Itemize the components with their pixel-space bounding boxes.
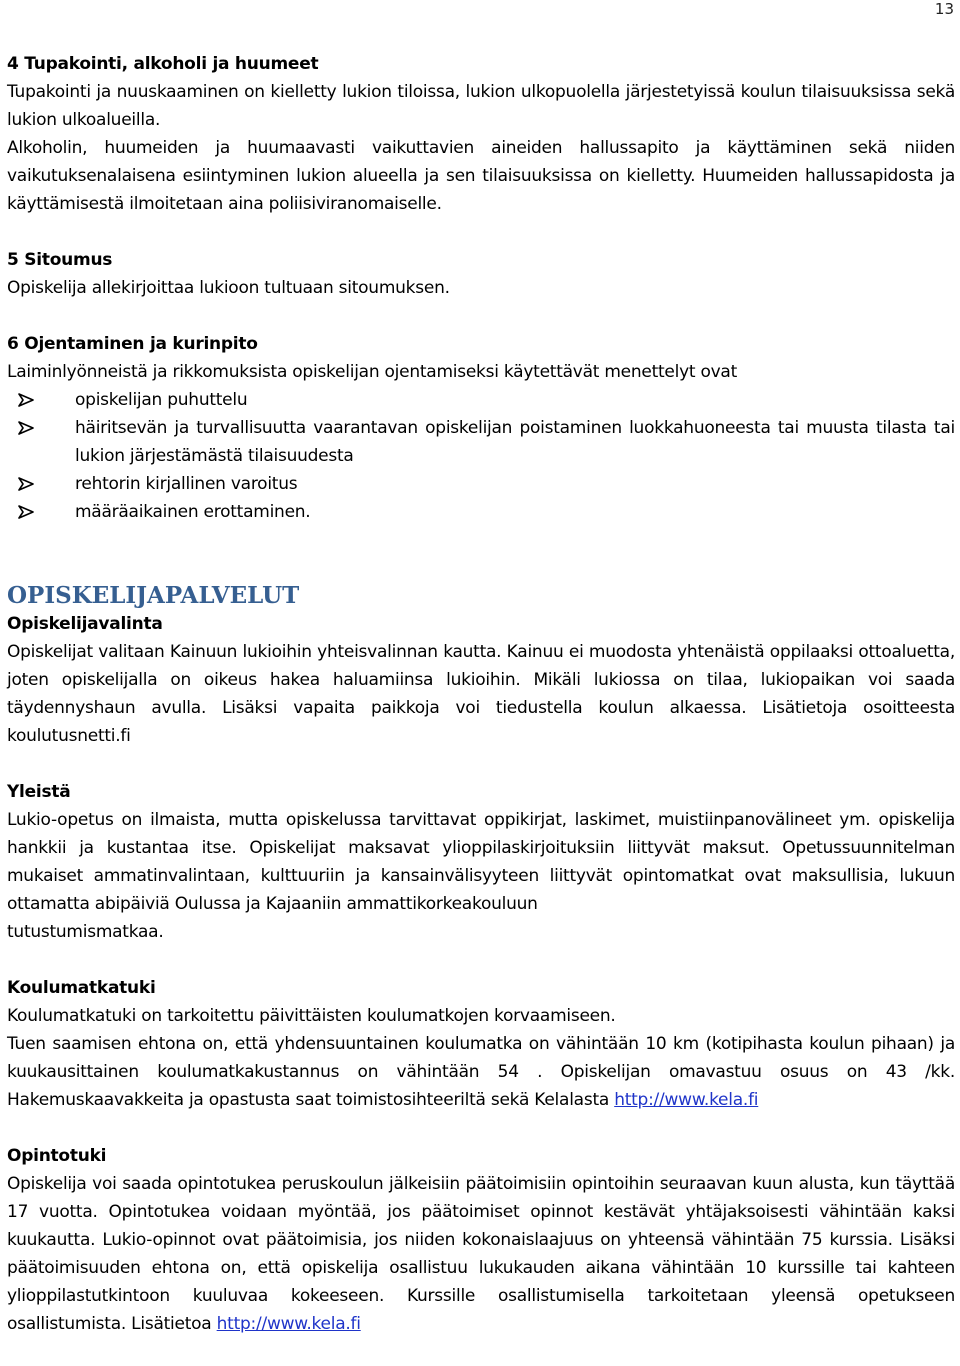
paragraph-text: Opiskelija voi saada opintotukea peruskoulun jälkeisiin päätoimisiin opintoihin seuraavan kuun alusta, kun täyttää 17 vuotta. Opintotukea voidaan myöntää, jos päätoimiset opinnot kestävät yhtäjaksoisesti vähintään kaksi kuukautta. Lukio-opinnot ovat päätoimisia, jos niiden kokonaislaajuus on yhteensä vähintään 75 kurssia. Lisäksi päätoimisuuden ehtona on, että opiskelija osallistuu lukukauden aikana vähintään 10 kurssille tai kahteen ylioppilastutkintoon kuuluvaa kokeeseen. Kurssille osallistumisella tarkoitetaan yleensä opetukseen osallistumista. Lisätietoa: [7, 1174, 955, 1334]
paragraph: [7, 1170, 955, 1338]
section-heading: 5 Sitoumus: [7, 250, 113, 270]
kela-link[interactable]: http://www.kela.fi: [614, 1090, 759, 1110]
list-item-text: opiskelijan puhuttelu: [75, 390, 248, 410]
paragraph: Opiskelijat valitaan Kainuun lukioihin yhteisvalinnan kautta. Kainuu ei muodosta yhtenäistä oppilaaksi ottoaluetta, joten opiskelijalla on oikeus hakea haluamiinsa lukioihin. Mikäli lukiossa on tilaa, lukiopaikan voi saada täydennyshaun avulla. Lisäksi vapaita paikkoja voi tiedustella koulun alkaessa. Lisätietoja osoitteesta koulutusnetti.fi: [7, 642, 955, 746]
section-heading: Opiskelijavalinta: [7, 614, 163, 634]
arrow-bullet-icon: [7, 470, 75, 498]
paragraph: [7, 1030, 955, 1114]
paragraph: Laiminlyönneistä ja rikkomuksista opiskelijan ojentamiseksi käytettävät menettelyt ovat: [7, 362, 738, 382]
list-item-text: rehtorin kirjallinen varoitus: [75, 474, 298, 494]
list-item-text: häiritsevän ja turvallisuutta vaarantavan opiskelijan poistaminen luokkahuoneesta tai muusta tilasta tai lukion järjestämästä tilaisuudesta: [75, 418, 955, 466]
arrow-bullet-icon: [7, 414, 75, 442]
section-yleista: [7, 778, 955, 946]
section-heading: 6 Ojentaminen ja kurinpito: [7, 334, 258, 354]
paragraph: tutustumismatkaa.: [7, 922, 164, 942]
document-content: [7, 50, 955, 1366]
bullet-list: [7, 386, 955, 526]
page-section-title: OPISKELIJAPALVELUT: [7, 582, 300, 609]
section-heading: 4 Tupakointi, alkoholi ja huumeet: [7, 54, 319, 74]
paragraph: Alkoholin, huumeiden ja huumaavasti vaikuttavien aineiden hallussapito ja käyttäminen sekä niiden vaikutuksenalaisena esiintyminen lukion alueella ja sen tilaisuuksissa on kielletty. Huumeiden hallussapidosta ja käyttämisestä ilmoitetaan aina poliisiviranomaiselle.: [7, 138, 955, 214]
section-opiskelijavalinta: [7, 610, 955, 750]
list-item: [7, 470, 955, 498]
section-opintotuki: [7, 1142, 955, 1338]
page-number: 13: [934, 0, 954, 18]
paragraph: Koulumatkatuki on tarkoitettu päivittäisten koulumatkojen korvaamiseen.: [7, 1006, 616, 1026]
list-item: [7, 498, 955, 526]
section-heading: Opintotuki: [7, 1146, 107, 1166]
arrow-bullet-icon: [7, 498, 75, 526]
section-heading: Koulumatkatuki: [7, 978, 156, 998]
paragraph: Lukio-opetus on ilmaista, mutta opiskelussa tarvittavat oppikirjat, laskimet, muistiinpanovälineet ym. opiskelija hankkii ja kustantaa itse. Opiskelijat maksavat ylioppilaskirjoituksiin liittyvät maksut. Opetussuunnitelman mukaiset ammatinvalintaan, kulttuuriin ja kansainvälisyyteen liittyvät opintomatkat ovat maksullisia, lukuun ottamatta abipäiviä Oulussa ja Kajaaniin ammattikorkeakouluun: [7, 810, 955, 914]
paragraph: Tupakointi ja nuuskaaminen on kielletty lukion tiloissa, lukion ulkopuolella järjestetyissä koulun tilaisuuksissa sekä lukion ulkoalueilla.: [7, 82, 955, 130]
list-item-text: määräaikainen erottaminen.: [75, 502, 311, 522]
arrow-bullet-icon: [7, 386, 75, 414]
kela-link[interactable]: http://www.kela.fi: [216, 1314, 361, 1334]
section-sitoumus: [7, 246, 955, 302]
list-item: [7, 414, 955, 470]
section-heading: Yleistä: [7, 782, 71, 802]
section-ojentaminen: [7, 330, 955, 526]
list-item: [7, 386, 955, 414]
section-tupakointi: [7, 50, 955, 218]
paragraph: Opiskelija allekirjoittaa lukioon tultuaan sitoumuksen.: [7, 278, 450, 298]
paragraph-text: Tuen saamisen ehtona on, että yhdensuuntainen koulumatka on vähintään 10 km (kotipihasta koulun pihaan) ja kuukausittainen koulumatkakustannus on vähintään 54 . Opiskelijan omavastuu osuus on 43 /kk. Hakemuskaavakkeita ja opastusta saat toimistosihteeriltä sekä Kelalasta: [7, 1034, 955, 1110]
section-koulumatkatuki: [7, 974, 955, 1114]
